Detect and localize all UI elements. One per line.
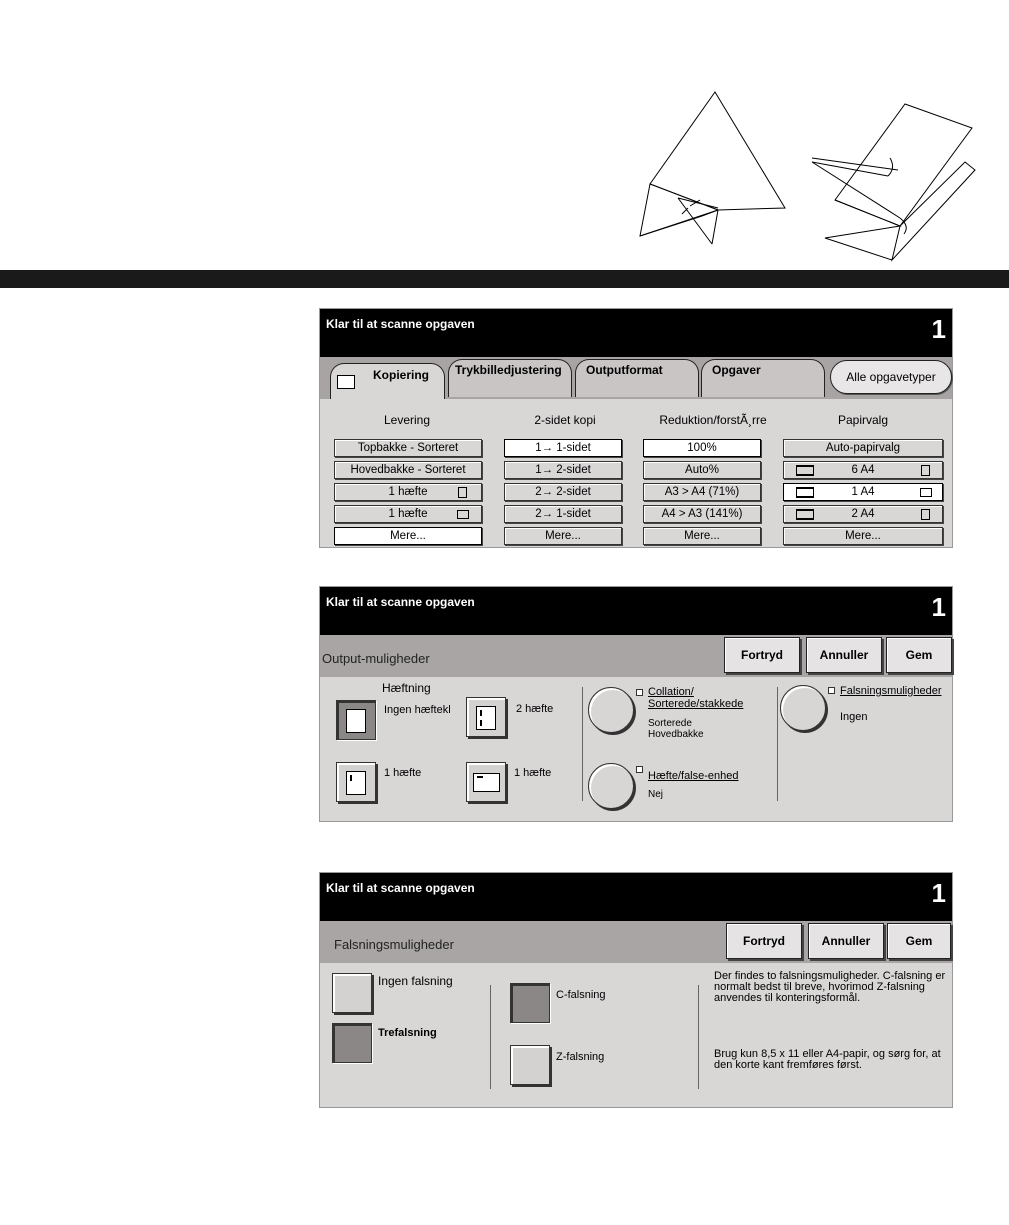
section-header [320,921,952,963]
pill-label: Alle opgavetyper [846,370,936,384]
option-label: Mere... [684,530,720,542]
stapling-heading: Hæftning [382,681,431,695]
reduce-enlarge-option[interactable] [643,483,761,501]
button-label: Gem [905,934,933,948]
portrait-paper-icon [921,509,930,520]
reduce-enlarge-option[interactable] [643,505,761,523]
option-label: 6 A4 [851,464,875,476]
c-fold-button[interactable] [510,983,550,1023]
checkbox-icon [636,689,643,696]
one-staple-landscape-button[interactable] [466,762,506,802]
status-bar [320,309,952,357]
option-label: 1→ 1-sidet [535,442,591,454]
status-text: Klar til at scanne opgaven [326,595,475,609]
checkbox-icon [636,766,643,773]
option-label: A3 > A4 (71%) [664,486,740,498]
button-label: Annuller [819,648,869,662]
tab-copying[interactable] [330,363,445,399]
one-staple-portrait-label: 1 hæfte [384,767,422,779]
tri-fold-label: Trefalsning [378,1027,437,1039]
delivery-option[interactable] [334,483,482,501]
finisher-button[interactable] [588,763,634,809]
button-label: Gem [905,648,933,662]
section-title: Output-muligheder [322,651,430,666]
section-title: Falsningsmuligheder [334,937,454,952]
tab-label: Outputformat [586,363,663,377]
option-label: 2→ 1-sidet [535,508,591,520]
tab-label: Opgaver [712,363,761,377]
divider [698,985,699,1089]
collation-value-2: Hovedbakke [648,729,704,740]
copy-screen [319,308,953,548]
option-label: Topbakke - Sorteret [357,442,459,454]
option-label: Mere... [390,530,426,542]
folding-value: Ingen [840,711,868,723]
column-header-paper-supply: Papirvalg [837,413,889,427]
output-options-screen [319,586,953,822]
option-label: 100% [687,442,717,454]
status-text: Klar til at scanne opgaven [326,317,475,331]
tri-fold-button[interactable] [332,1023,372,1063]
job-count: 1 [931,314,946,344]
portrait-staple-icon [458,487,467,498]
two-staples-label: 2 hæfte [516,703,554,715]
option-label: 1→ 2-sidet [535,464,591,476]
option-label: Auto% [685,464,719,476]
sheet-icon [476,706,496,730]
cancel-button[interactable] [808,923,884,959]
button-label: Fortryd [743,934,785,948]
delivery-option[interactable] [334,439,482,457]
column-header-delivery: Levering [383,413,431,427]
one-staple-landscape-label: 1 hæfte [514,767,552,779]
option-label: Auto-papirvalg [825,442,901,454]
two-sided-option[interactable] [504,439,622,457]
save-button[interactable] [886,637,952,673]
reduce-enlarge-option[interactable] [643,439,761,457]
status-bar [320,587,952,635]
divider [582,687,583,801]
tab-output-format[interactable] [575,359,699,397]
option-label: Mere... [845,530,881,542]
status-text: Klar til at scanne opgaven [326,881,475,895]
delivery-option[interactable] [334,505,482,523]
reduce-enlarge-option[interactable] [643,461,761,479]
finisher-label: Hæfte/false-enhed [648,770,739,782]
no-fold-label: Ingen falsning [378,974,453,988]
tray-icon [796,487,814,498]
fold-info-text: Der findes to falsningsmuligheder. C-falsning er normalt bedst til breve, hvorimod Z-falsning anvendes til konteringsformål. [714,970,946,1004]
landscape-staple-icon [457,510,469,519]
tray-icon [796,465,814,476]
button-label: Fortryd [741,648,783,662]
paper-option[interactable] [783,439,943,457]
option-label: 1 hæfte [388,508,428,520]
portrait-paper-icon [921,465,930,476]
two-sided-option[interactable] [504,505,622,523]
column-header-reduce-enlarge: Reduktion/forstÃ¸rre [659,413,767,427]
undo-button[interactable] [726,923,802,959]
landscape-paper-icon [920,488,932,497]
delivery-option[interactable] [334,461,482,479]
z-fold-label: Z-falsning [556,1051,605,1063]
fold-illustration [630,88,980,268]
save-button[interactable] [887,923,951,959]
copy-icon [337,375,355,389]
sheet-icon [473,773,500,792]
sheet-icon [346,709,366,733]
paper-option[interactable] [783,483,943,501]
collation-value-1: Sorterede [648,718,692,729]
sheet-icon [346,771,366,795]
option-label: 1 A4 [851,486,875,498]
cancel-button[interactable] [806,637,882,673]
collation-button[interactable] [588,687,634,733]
c-fold-label: C-falsning [556,989,606,1001]
delivery-more-button[interactable] [334,527,482,545]
no-staple-label: Ingen hæftekl [384,704,451,716]
tab-image-quality[interactable] [448,359,572,397]
checkbox-icon [828,687,835,694]
folding-button[interactable] [780,685,826,731]
section-rule [0,270,1009,288]
two-sided-option[interactable] [504,483,622,501]
tab-label: Trykbilledjustering [455,363,562,377]
status-bar [320,873,952,921]
folding-label: Falsningsmuligheder [840,685,942,697]
column-header-2-sided: 2-sidet kopi [534,413,596,427]
job-count: 1 [931,878,946,908]
two-staples-button[interactable] [466,697,506,737]
option-label: 2→ 2-sidet [535,486,591,498]
undo-button[interactable] [724,637,800,673]
collation-label: Collation/ Sorterede/stakkede [648,686,744,710]
tray-icon [796,509,814,520]
paper-advice-text: Brug kun 8,5 x 11 eller A4-papir, og sørg for, at den korte kant fremføres først. [714,1048,941,1071]
no-fold-button[interactable] [332,973,372,1013]
option-label: 1 hæfte [388,486,428,498]
all-job-types-button[interactable] [830,360,952,394]
paper-option[interactable] [783,461,943,479]
no-staple-button[interactable] [336,700,376,740]
reduce-enlarge-more-button[interactable] [643,527,761,545]
two-sided-more-button[interactable] [504,527,622,545]
folding-options-screen [319,872,953,1108]
finisher-value: Nej [648,789,664,800]
divider [490,985,491,1089]
job-count: 1 [931,592,946,622]
paper-more-button[interactable] [783,527,943,545]
two-sided-option[interactable] [504,461,622,479]
paper-option[interactable] [783,505,943,523]
section-header [320,635,952,677]
option-label: A4 > A3 (141%) [661,508,743,520]
tab-bar [320,357,952,399]
option-label: 2 A4 [851,508,875,520]
divider [777,687,778,801]
z-fold-button[interactable] [510,1045,550,1085]
option-label: Hovedbakke - Sorteret [350,464,466,476]
button-label: Annuller [821,934,871,948]
tab-jobs[interactable] [701,359,825,397]
one-staple-portrait-button[interactable] [336,762,376,802]
option-label: Mere... [545,530,581,542]
tab-label: Kopiering [373,368,429,382]
